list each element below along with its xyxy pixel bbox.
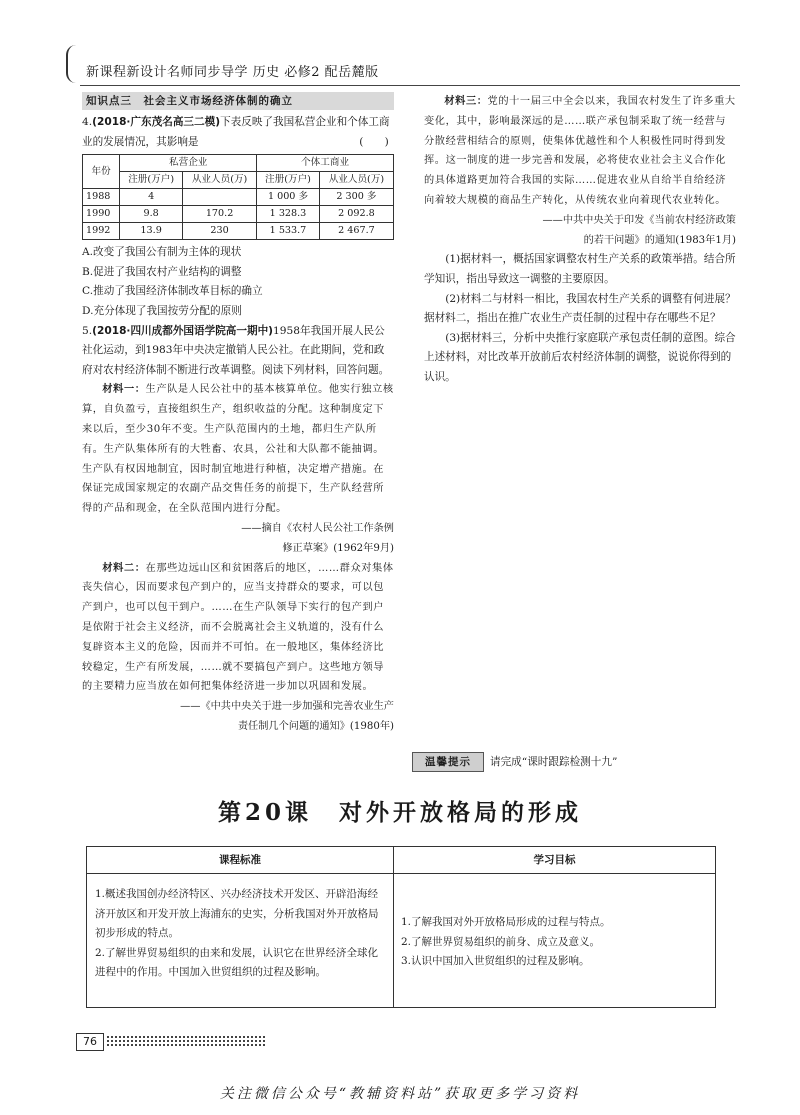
standard-item: 2.了解世界贸易组织的由来和发展，认识它在世界经济全球化进程中的作用。中国加入世贸组织的过程及影响。 bbox=[95, 946, 379, 978]
standard-item: 1.概述我国创办经济特区、兴办经济技术开发区、开辟沿海经济开放区和开发开放上海浦东的史实，分析我国对外开放格局初步形成的特点。 bbox=[95, 888, 379, 939]
option-c: C.推动了我国经济体制改革目标的确立 bbox=[82, 285, 263, 298]
material-label: 材料二： bbox=[102, 562, 146, 574]
page-header bbox=[66, 45, 746, 85]
tip-box bbox=[412, 752, 750, 772]
material-1 bbox=[82, 380, 394, 519]
right-column bbox=[424, 92, 736, 388]
table-cell: 2 092.8 bbox=[319, 206, 393, 223]
left-column bbox=[82, 92, 394, 737]
goal-item: 2.了解世界贸易组织的前身、成立及意义。 bbox=[401, 935, 601, 948]
material-label: 材料一： bbox=[102, 384, 146, 396]
table-cell: 1988 bbox=[83, 189, 120, 206]
table-row bbox=[83, 206, 394, 223]
goals-list bbox=[401, 913, 707, 972]
material-3 bbox=[424, 92, 736, 211]
sub-question-1: (1)据材料一，概括国家调整农村生产关系的政策举措。结合所学知识，指出导致这一调整的主要原因。 bbox=[424, 253, 736, 285]
footer-note: 关注微信公众号“教辅资料站”获取更多学习资料 bbox=[219, 1086, 581, 1102]
group-header-private: 私营企业 bbox=[120, 155, 257, 172]
goal-item: 1.了解我国对外开放格局形成的过程与特点。 bbox=[401, 916, 611, 928]
group-header-individual: 个体工商业 bbox=[257, 155, 394, 172]
header-rule bbox=[80, 85, 740, 86]
table-cell: 1 533.7 bbox=[257, 223, 320, 240]
standards-table bbox=[86, 846, 716, 1008]
sub-question-2: (2)材料二与材料一相比，我国农村生产关系的调整有何进展？据材料二，指出在推广农业生产责任制的过程中存在哪些不足？ bbox=[424, 292, 736, 325]
material-2-source-line-2: 责任制几个问题的通知》(1980年) bbox=[237, 720, 394, 732]
goals-header: 学习目标 bbox=[394, 847, 715, 874]
answer-parentheses: ( ) bbox=[359, 135, 389, 148]
table-row bbox=[83, 223, 394, 240]
table-cell: 1 000 多 bbox=[257, 189, 320, 206]
header-brace bbox=[66, 45, 80, 83]
table-cell: 9.8 bbox=[120, 206, 183, 223]
table-cell: 2 467.7 bbox=[319, 223, 393, 240]
subheader: 注册(万户) bbox=[120, 172, 183, 189]
question-number: 5. bbox=[82, 324, 93, 337]
table-cell bbox=[183, 189, 257, 206]
table-cell: 2 300 多 bbox=[319, 189, 393, 206]
table-cell: 1990 bbox=[83, 206, 120, 223]
question-source: (2018·广东茂名高三二模) bbox=[92, 116, 221, 128]
question-text: 1958年我国开展人民公社化运动，到1983年中央决定撤销人民公社。在此期间，党和政府对农村经济体制不断进行改革调整。阅读下列材料，回答问题。 bbox=[82, 324, 390, 376]
material-2-source-line-1: ——《中共中央关于进一步加强和完善农业生产 bbox=[180, 701, 394, 713]
goal-item: 3.认识中国加入世贸组织的过程及影响。 bbox=[401, 955, 590, 967]
option-a: A.改变了我国公有制为主体的现状 bbox=[82, 246, 242, 259]
dotted-ornament bbox=[106, 1035, 266, 1047]
standards-header: 课程标准 bbox=[87, 847, 393, 874]
subheader: 注册(万户) bbox=[257, 172, 320, 189]
data-table bbox=[82, 154, 394, 240]
material-2 bbox=[82, 559, 394, 698]
option-b: B.促进了我国农村产业结构的调整 bbox=[82, 265, 242, 278]
subheader: 从业人员(万) bbox=[319, 172, 393, 189]
standards-list bbox=[95, 885, 387, 983]
subheader: 从业人员(万) bbox=[183, 172, 257, 189]
material-1-source-line-1: ——摘自《农村人民公社工作条例 bbox=[241, 522, 394, 534]
question-4-stem bbox=[82, 113, 394, 152]
material-3-source-line-1: ——中共中央关于印发《当前农村经济政策 bbox=[542, 214, 736, 226]
material-text: 党的十一届三中全会以来，我国农村发生了许多重大变化，其中，影响最深远的是……联产承包制采取了统一经营与分散经营相结合的原则，使集体优越性和个人积极性同时得到发挥。这一制度的进一步完善和发展，必将使农业社会主义合作化的具体道路更加符合我国的实际……促进农业从自给半自给经济向着较大规模的商品生产转化，从传统农业向着现代农业转化。 bbox=[424, 96, 736, 206]
material-label: 材料三： bbox=[444, 96, 488, 107]
table-cell: 170.2 bbox=[183, 206, 257, 223]
question-5-stem bbox=[82, 322, 394, 381]
sub-question-3: (3)据材料三，分析中央推行家庭联产承包责任制的意图。综合上述材料，对比改革开放前后农村经济体制的调整，说说你得到的认识。 bbox=[424, 331, 736, 383]
page-number: 76 bbox=[76, 1033, 104, 1051]
material-text: 在那些边远山区和贫困落后的地区，……群众对集体丧失信心，因而要求包产到户的，应当支持群众的要求，可以包产到户，也可以包干到户。……在生产队领导下实行的包产到户是依附于社会主义经济，而不会脱离社会主义轨道的，没有什么复辟资本主义的危险，因而并不可怕。在一般地区，集体经济比较稳定，生产有所发展，……就不要搞包产到户。这些地方领导的主要精力应当放在如何把集体经济进一步加以巩固和发展。 bbox=[82, 562, 394, 693]
question-number: 4. bbox=[82, 116, 93, 128]
material-3-source-line-2: 的若干问题》的通知(1983年1月) bbox=[583, 234, 736, 246]
table-cell: 1 328.3 bbox=[257, 206, 320, 223]
table-row bbox=[83, 189, 394, 206]
table-cell: 1992 bbox=[83, 223, 120, 240]
table-cell: 13.9 bbox=[120, 223, 183, 240]
year-header: 年份 bbox=[83, 155, 120, 189]
option-d: D.充分体现了我国按劳分配的原则 bbox=[82, 304, 242, 317]
section-heading: 知识点三 社会主义市场经济体制的确立 bbox=[82, 92, 394, 110]
page-number-block bbox=[76, 1033, 266, 1051]
lesson-title: 第20课 对外开放格局的形成 bbox=[217, 799, 582, 826]
header-title: 新课程新设计名师同步导学 历史 必修2 配岳麓版 bbox=[86, 65, 379, 80]
material-1-source-line-2: 修正草案》(1962年9月) bbox=[282, 542, 394, 554]
table-cell: 230 bbox=[183, 223, 257, 240]
material-text: 生产队是人民公社中的基本核算单位。他实行独立核算，自负盈亏，直接组织生产，组织收益的分配。这种制度定下来以后，至少30年不变。生产队范围内的土地，都归生产队所有。生产队集体所有的大牲畜、农具，公社和大队都不能抽调。生产队有权因地制宜，因时制宜地进行种植，决定增产措施。在保证完成国家规定的农副产品交售任务的前提下，生产队经营所得的产品和现金，在全队范围内进行分配。 bbox=[82, 384, 394, 515]
question-source: (2018·四川成都外国语学院高一期中) bbox=[92, 324, 274, 337]
tip-tag: 温馨提示 bbox=[412, 752, 484, 772]
question-text: 下表反映了我国私营企业和个体工商业的发展情况，其影响是 bbox=[82, 116, 390, 148]
table-cell: 4 bbox=[120, 189, 183, 206]
tip-text: 请完成“课时跟踪检测十九” bbox=[490, 756, 618, 768]
